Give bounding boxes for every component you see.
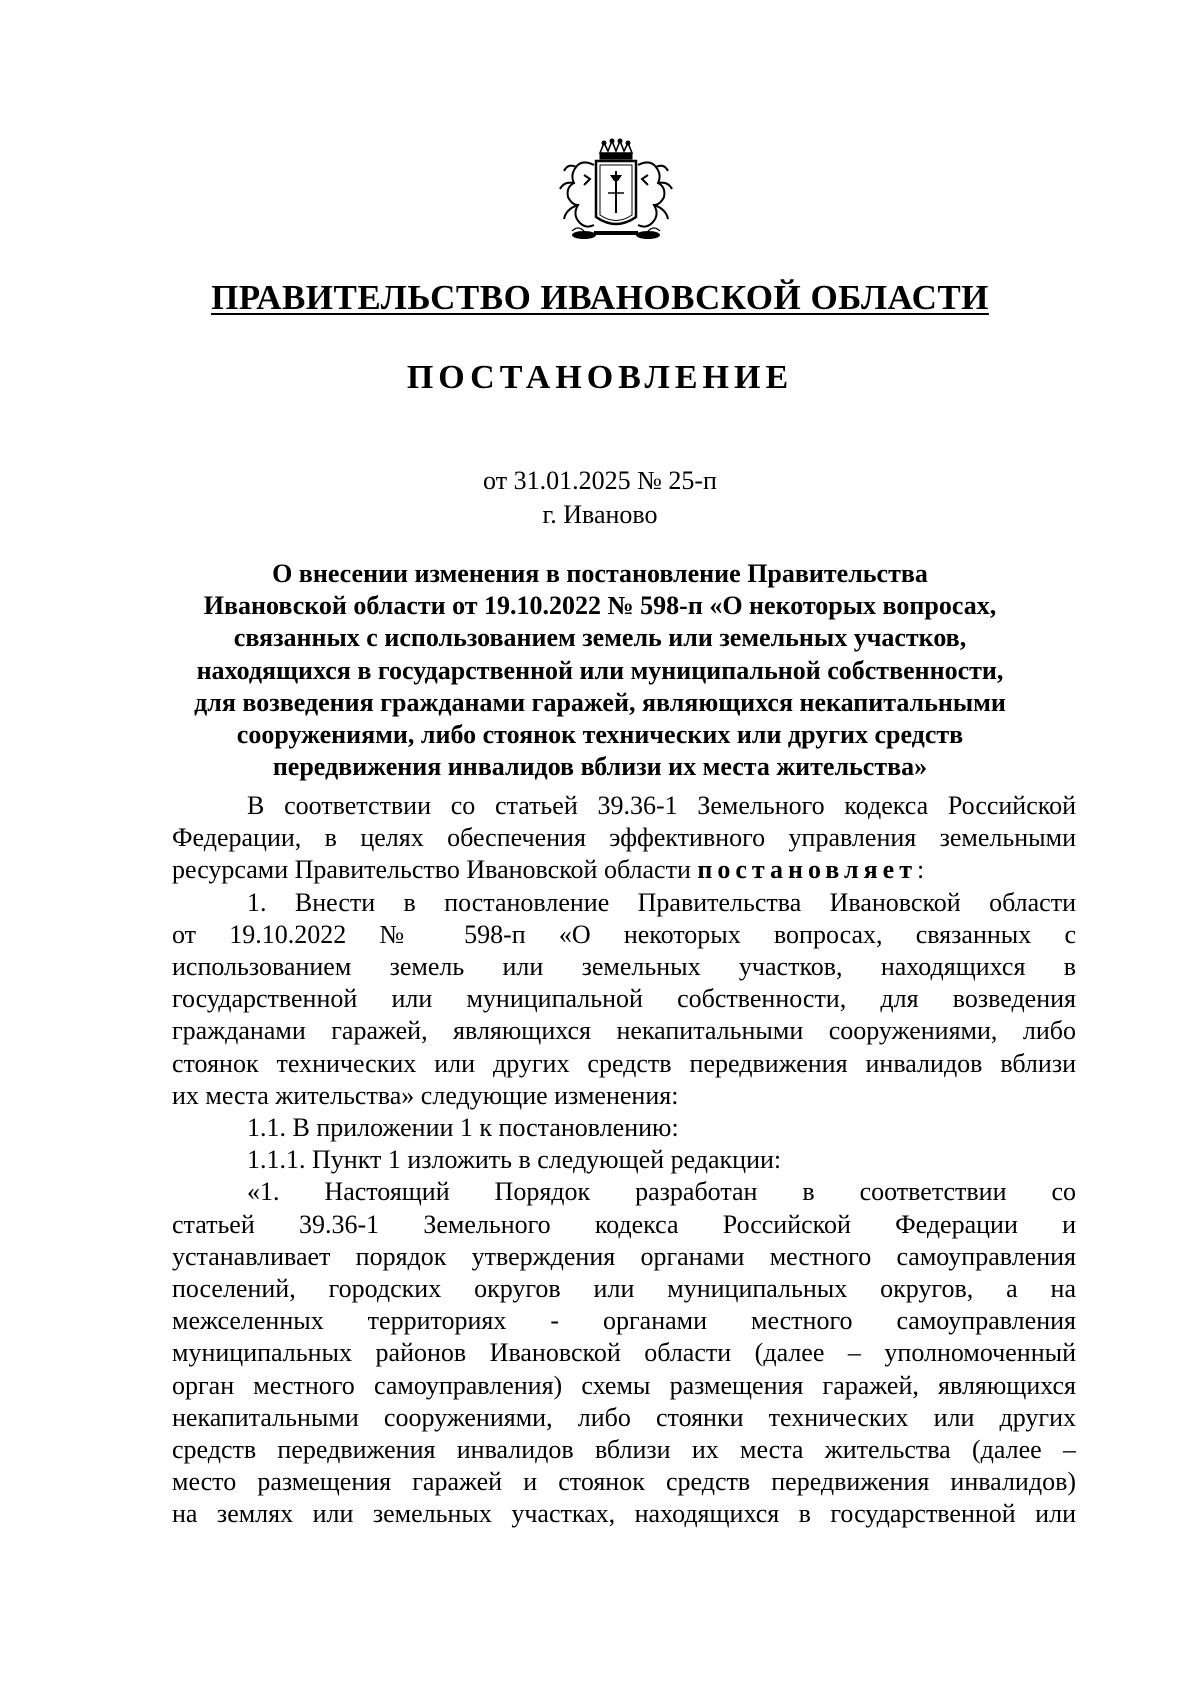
clause-line: статьей 39.36-1 Земельного кодекса Российской Федерации и	[172, 1209, 1076, 1239]
clause-line: гражданами гаражей, являющихся некапитальными сооружениями, либо	[172, 1016, 1076, 1046]
clause-line: их места жительства» следующие изменения:	[172, 1080, 679, 1110]
subject-line: О внесении изменения в постановление Правительства	[272, 559, 928, 588]
subject-line: для возведения гражданами гаражей, являющихся некапитальными	[194, 687, 1006, 717]
preamble-line	[172, 854, 1076, 886]
clause-line: орган местного самоуправления) схемы размещения гаражей, являющихся	[172, 1370, 1076, 1400]
clause-line: некапитальными сооружениями, либо стоянки технических или других	[172, 1402, 1076, 1432]
clause-line: стоянок технических или других средств передвижения инвалидов вблизи	[172, 1048, 1076, 1078]
clause-line: использованием земель или земельных участков, находящихся в	[172, 952, 1076, 982]
subject-line: Ивановской области от 19.10.2022 № 598-п «О некоторых вопросах,	[203, 591, 997, 621]
clause-line: муниципальных районов Ивановской области (далее – уполномоченный	[172, 1338, 1076, 1368]
document-city: г. Иваново	[542, 500, 658, 529]
document-body	[172, 790, 1076, 1531]
preamble-line: В соответствии со статьей 39.36-1 Земельного кодекса Российской	[247, 791, 1076, 820]
government-title: ПРАВИТЕЛЬСТВО ИВАНОВСКОЙ ОБЛАСТИ	[211, 278, 989, 317]
resolution-keyword: постановляет	[697, 855, 917, 885]
subject-line: связанных с использованием земель или земельных участков,	[233, 623, 967, 653]
clause-line: средств передвижения инвалидов вблизи их места жительства (далее –	[172, 1435, 1076, 1465]
subject-line: передвижения инвалидов вблизи их места жительства»	[272, 752, 928, 782]
document-date-number: от 31.01.2025 № 25-п	[483, 466, 717, 495]
subject-line: сооружениями, либо стоянок технических или других средств	[236, 720, 964, 750]
subject-line: находящихся в государственной или муниципальной собственности,	[196, 655, 1004, 685]
clause-line: 1.1. В приложении 1 к постановлению:	[247, 1113, 679, 1143]
clause-line: устанавливает порядок утверждения органами местного самоуправления	[172, 1241, 1076, 1271]
clause-line: место размещения гаражей и стоянок средств передвижения инвалидов)	[172, 1467, 1076, 1497]
clause-line: 1.1.1. Пункт 1 изложить в следующей редакции:	[247, 1145, 782, 1175]
preamble-line: Федерации, в целях обеспечения эффективного управления земельными	[172, 823, 1076, 853]
document-type-heading: ПОСТАНОВЛЕНИЕ	[406, 359, 794, 396]
clause-line: межселенных территориях - органами местного самоуправления	[172, 1306, 1076, 1336]
clause-line: 1. Внести в постановление Правительства Ивановской области	[247, 887, 1076, 917]
clause-line: на землях или земельных участках, находящихся в государственной или	[172, 1499, 1076, 1529]
clause-line: «1. Настоящий Порядок разработан в соответствии со	[247, 1177, 1076, 1207]
preamble-colon: :	[916, 855, 925, 885]
clause-line: поселений, городских округов или муниципальных округов, а на	[172, 1274, 1076, 1304]
document-subject	[150, 558, 1050, 783]
clause-line: государственной или муниципальной собственности, для возведения	[172, 984, 1076, 1014]
preamble-text: ресурсами Правительство Ивановской области	[172, 855, 698, 885]
clause-line: от 19.10.2022 № 598-п «О некоторых вопросах, связанных с	[172, 919, 1076, 949]
coat-of-arms-emblem	[554, 135, 678, 243]
